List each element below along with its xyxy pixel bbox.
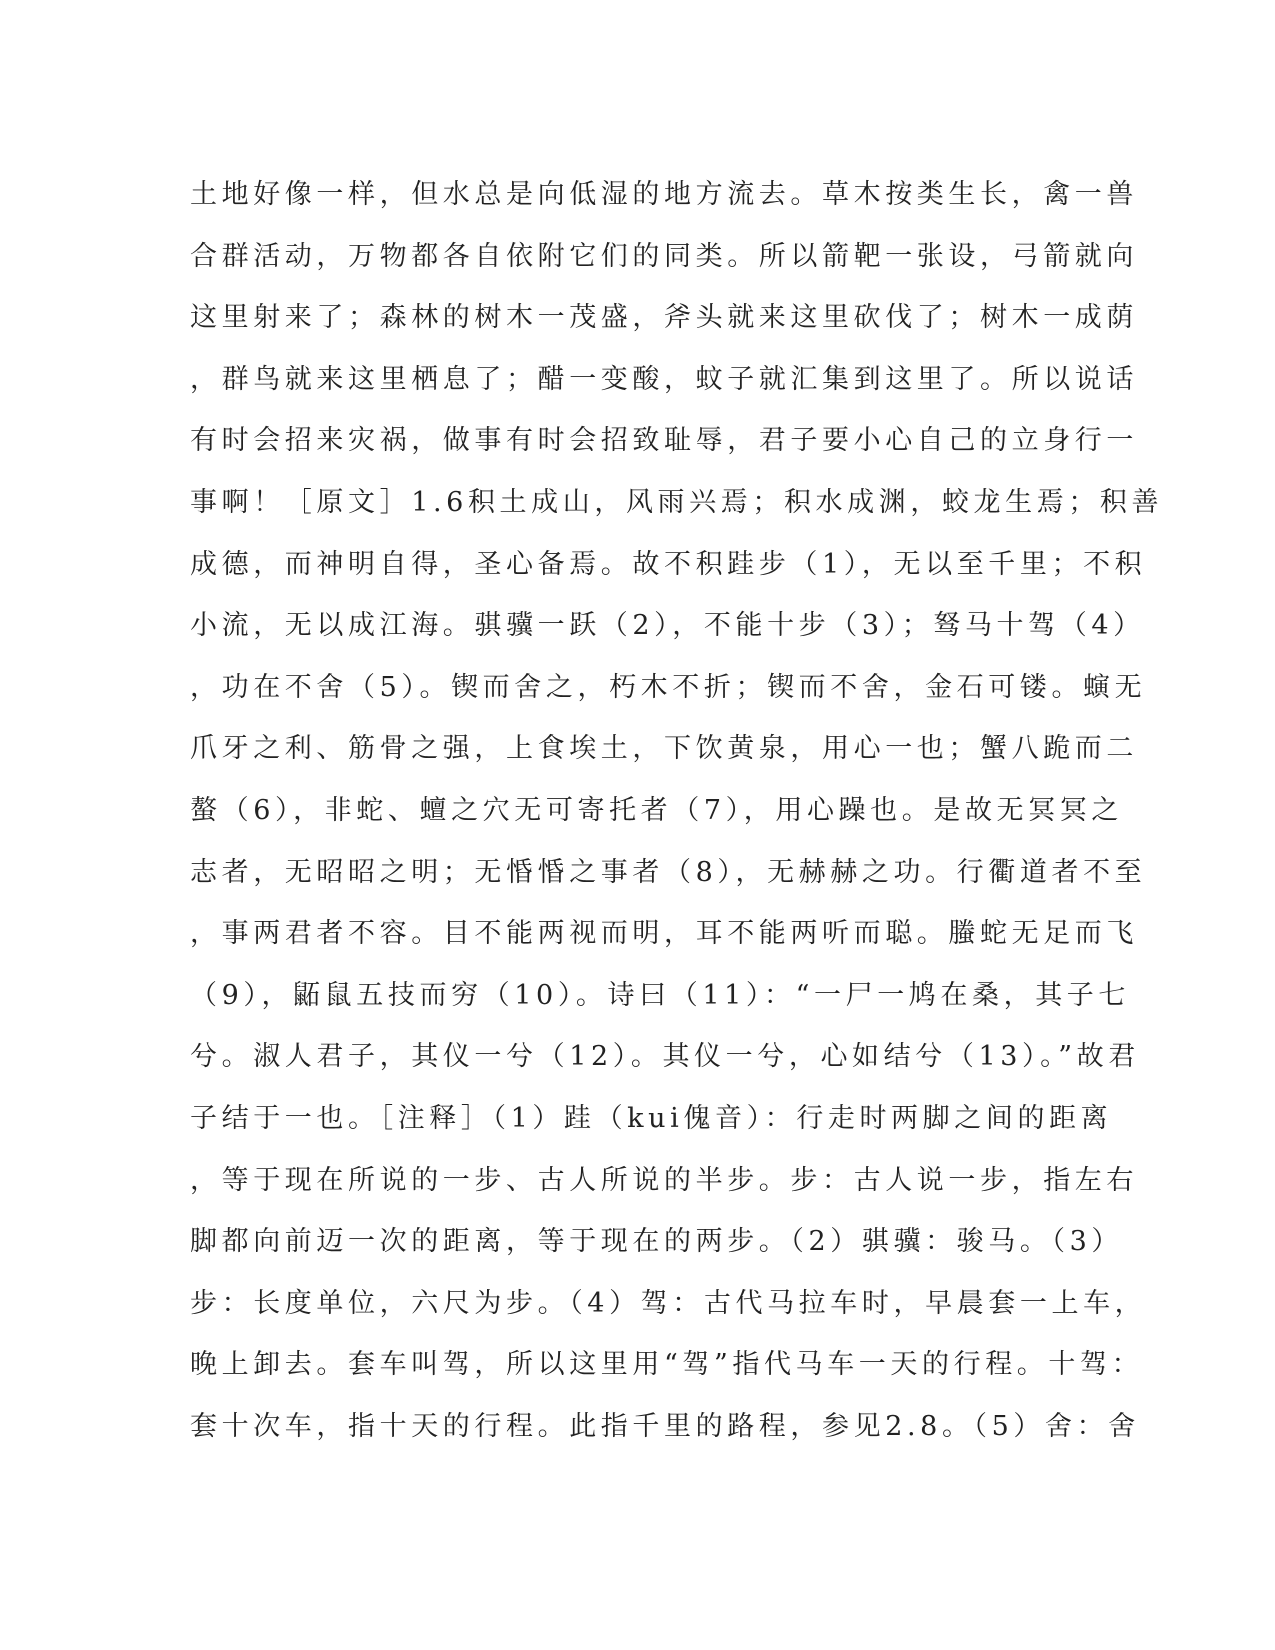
text-line: ，功在不舍（5）。锲而舍之，朽木不折；锲而不舍，金石可镂。螾无 (190, 671, 1147, 703)
text-line: 螯（6），非蛇、蟺之穴无可寄托者（7），用心躁也。是故无冥冥之 (190, 794, 1123, 826)
text-line: 步：长度单位，六尺为步。（4）驾：古代马拉车时，早晨套一上车， (190, 1287, 1147, 1319)
text-line: 成德，而神明自得，圣心备焉。故不积跬步（1），无以至千里；不积 (190, 548, 1147, 580)
text-line: 爪牙之利、筋骨之强，上食埃土，下饮黄泉，用心一也；蟹八跪而二 (190, 733, 1138, 765)
text-line: 志者，无昭昭之明；无惛惛之事者（8），无赫赫之功。行衢道者不至 (190, 856, 1147, 888)
text-line: 兮。淑人君子，其仪一兮（12）。其仪一兮，心如结兮（13）。”故君 (190, 1041, 1140, 1073)
text-line: 有时会招来灾祸，做事有时会招致耻辱，君子要小心自己的立身行一 (190, 425, 1138, 457)
text-line: ，群鸟就来这里栖息了；醋一变酸，蚊子就汇集到这里了。所以说话 (190, 363, 1138, 395)
text-line: 脚都向前迈一次的距离，等于现在的两步。（2）骐骥：骏马。（3） (190, 1226, 1123, 1258)
text-line: 子结于一也。［注释］（1）跬（kui傀音）：行走时两脚之间的距离 (190, 1102, 1113, 1134)
body-text (190, 164, 1164, 1457)
text-line: 土地好像一样，但水总是向低湿的地方流去。草木按类生长，禽一兽 (190, 179, 1138, 210)
text-line: （9），鼫鼠五技而穷（10）。诗曰（11）：“一尸一鸠在桑，其子七 (190, 979, 1130, 1011)
text-line: 事啊！［原文］1.6积土成山，风雨兴焉；积水成渊，蛟龙生焉；积善 (190, 486, 1164, 518)
text-line: ，事两君者不容。目不能两视而明，耳不能两听而聪。螣蛇无足而飞 (190, 918, 1138, 950)
text-line: 晚上卸去。套车叫驾，所以这里用“驾”指代马车一天的行程。十驾： (190, 1349, 1144, 1381)
text-line: ，等于现在所说的一步、古人所说的半步。步：古人说一步，指左右 (190, 1164, 1138, 1196)
text-line: 套十次车，指十天的行程。此指千里的路程，参见2.8。（5）舍：舍 (190, 1410, 1140, 1442)
text-line: 小流，无以成江海。骐骥一跃（2），不能十步（3）；驽马十驾（4） (190, 610, 1145, 642)
text-line: 这里射来了；森林的树木一茂盛，斧头就来这里砍伐了；树木一成荫 (190, 302, 1138, 334)
text-line: 合群活动，万物都各自依附它们的同类。所以箭靶一张设，弓箭就向 (190, 240, 1138, 272)
